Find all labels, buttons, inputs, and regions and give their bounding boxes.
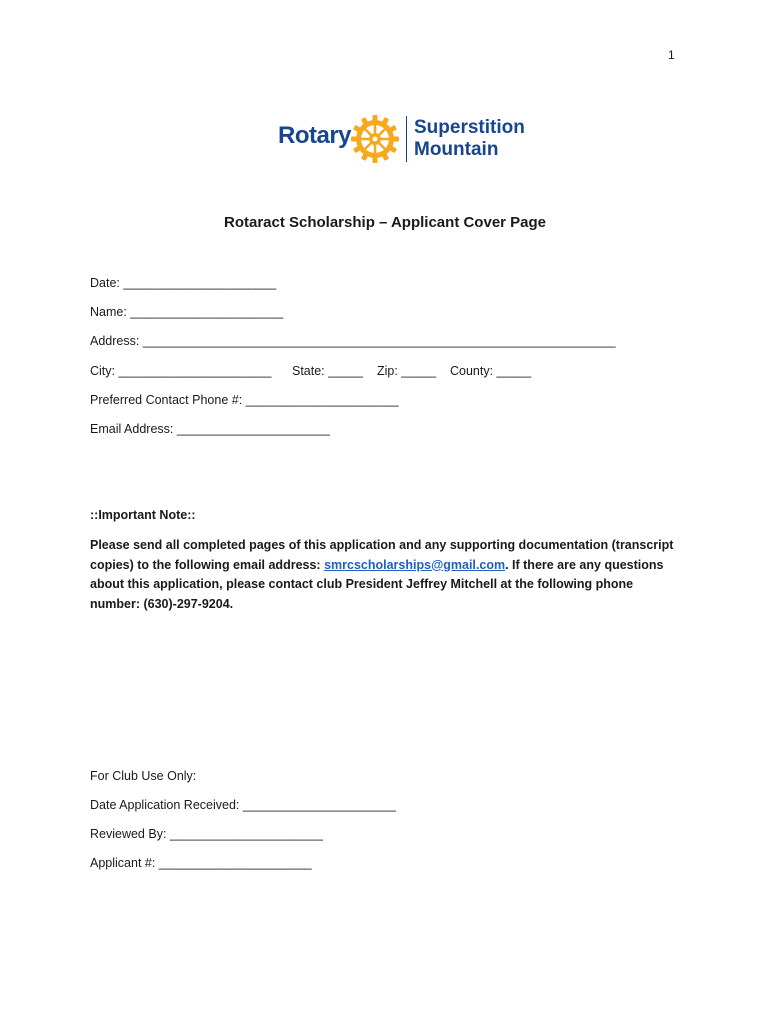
phone-field[interactable]: Preferred Contact Phone #: ______________________ [90, 393, 399, 407]
rotary-logo [276, 112, 536, 164]
logo-divider [406, 116, 407, 162]
important-note-heading: ::Important Note:: [90, 508, 196, 522]
page-number: 1 [668, 48, 675, 62]
logo-club-line-2: Mountain [414, 139, 499, 160]
email-link[interactable]: smrcscholarships@gmail.com [324, 557, 506, 572]
city-field[interactable]: City: ______________________ [90, 364, 272, 378]
zip-field[interactable]: Zip: _____ [377, 364, 437, 378]
note-text-before-link: Please send all completed pages of this application and any supporting documentation (transcript copies) to the following email address: [90, 538, 674, 572]
rotary-wheel-icon [350, 114, 400, 164]
address-field[interactable]: Address: ____________________________________________________________________ [90, 334, 616, 348]
logo-brand-text: Rotary [278, 122, 352, 149]
club-use-heading: For Club Use Only: [90, 769, 197, 783]
date-received-field[interactable]: Date Application Received: ______________________ [90, 798, 396, 812]
email-field[interactable]: Email Address: ______________________ [90, 422, 330, 436]
important-note-body [90, 536, 680, 614]
note-text-after-link: . If there are any questions about this application, please contact club President Jeffrey Mitchell at the following phone number: (630)-297-9204. [90, 557, 664, 611]
state-field[interactable]: State: _____ [292, 364, 363, 378]
logo-club-line-1: Superstition [414, 117, 525, 138]
reviewed-by-field[interactable]: Reviewed By: ______________________ [90, 827, 323, 841]
applicant-number-field[interactable]: Applicant #: ______________________ [90, 856, 312, 870]
page-title: Rotaract Scholarship – Applicant Cover Page [223, 214, 547, 231]
county-field[interactable]: County: _____ [450, 364, 532, 378]
name-field[interactable]: Name: ______________________ [90, 305, 284, 319]
date-field[interactable]: Date: ______________________ [90, 276, 277, 290]
